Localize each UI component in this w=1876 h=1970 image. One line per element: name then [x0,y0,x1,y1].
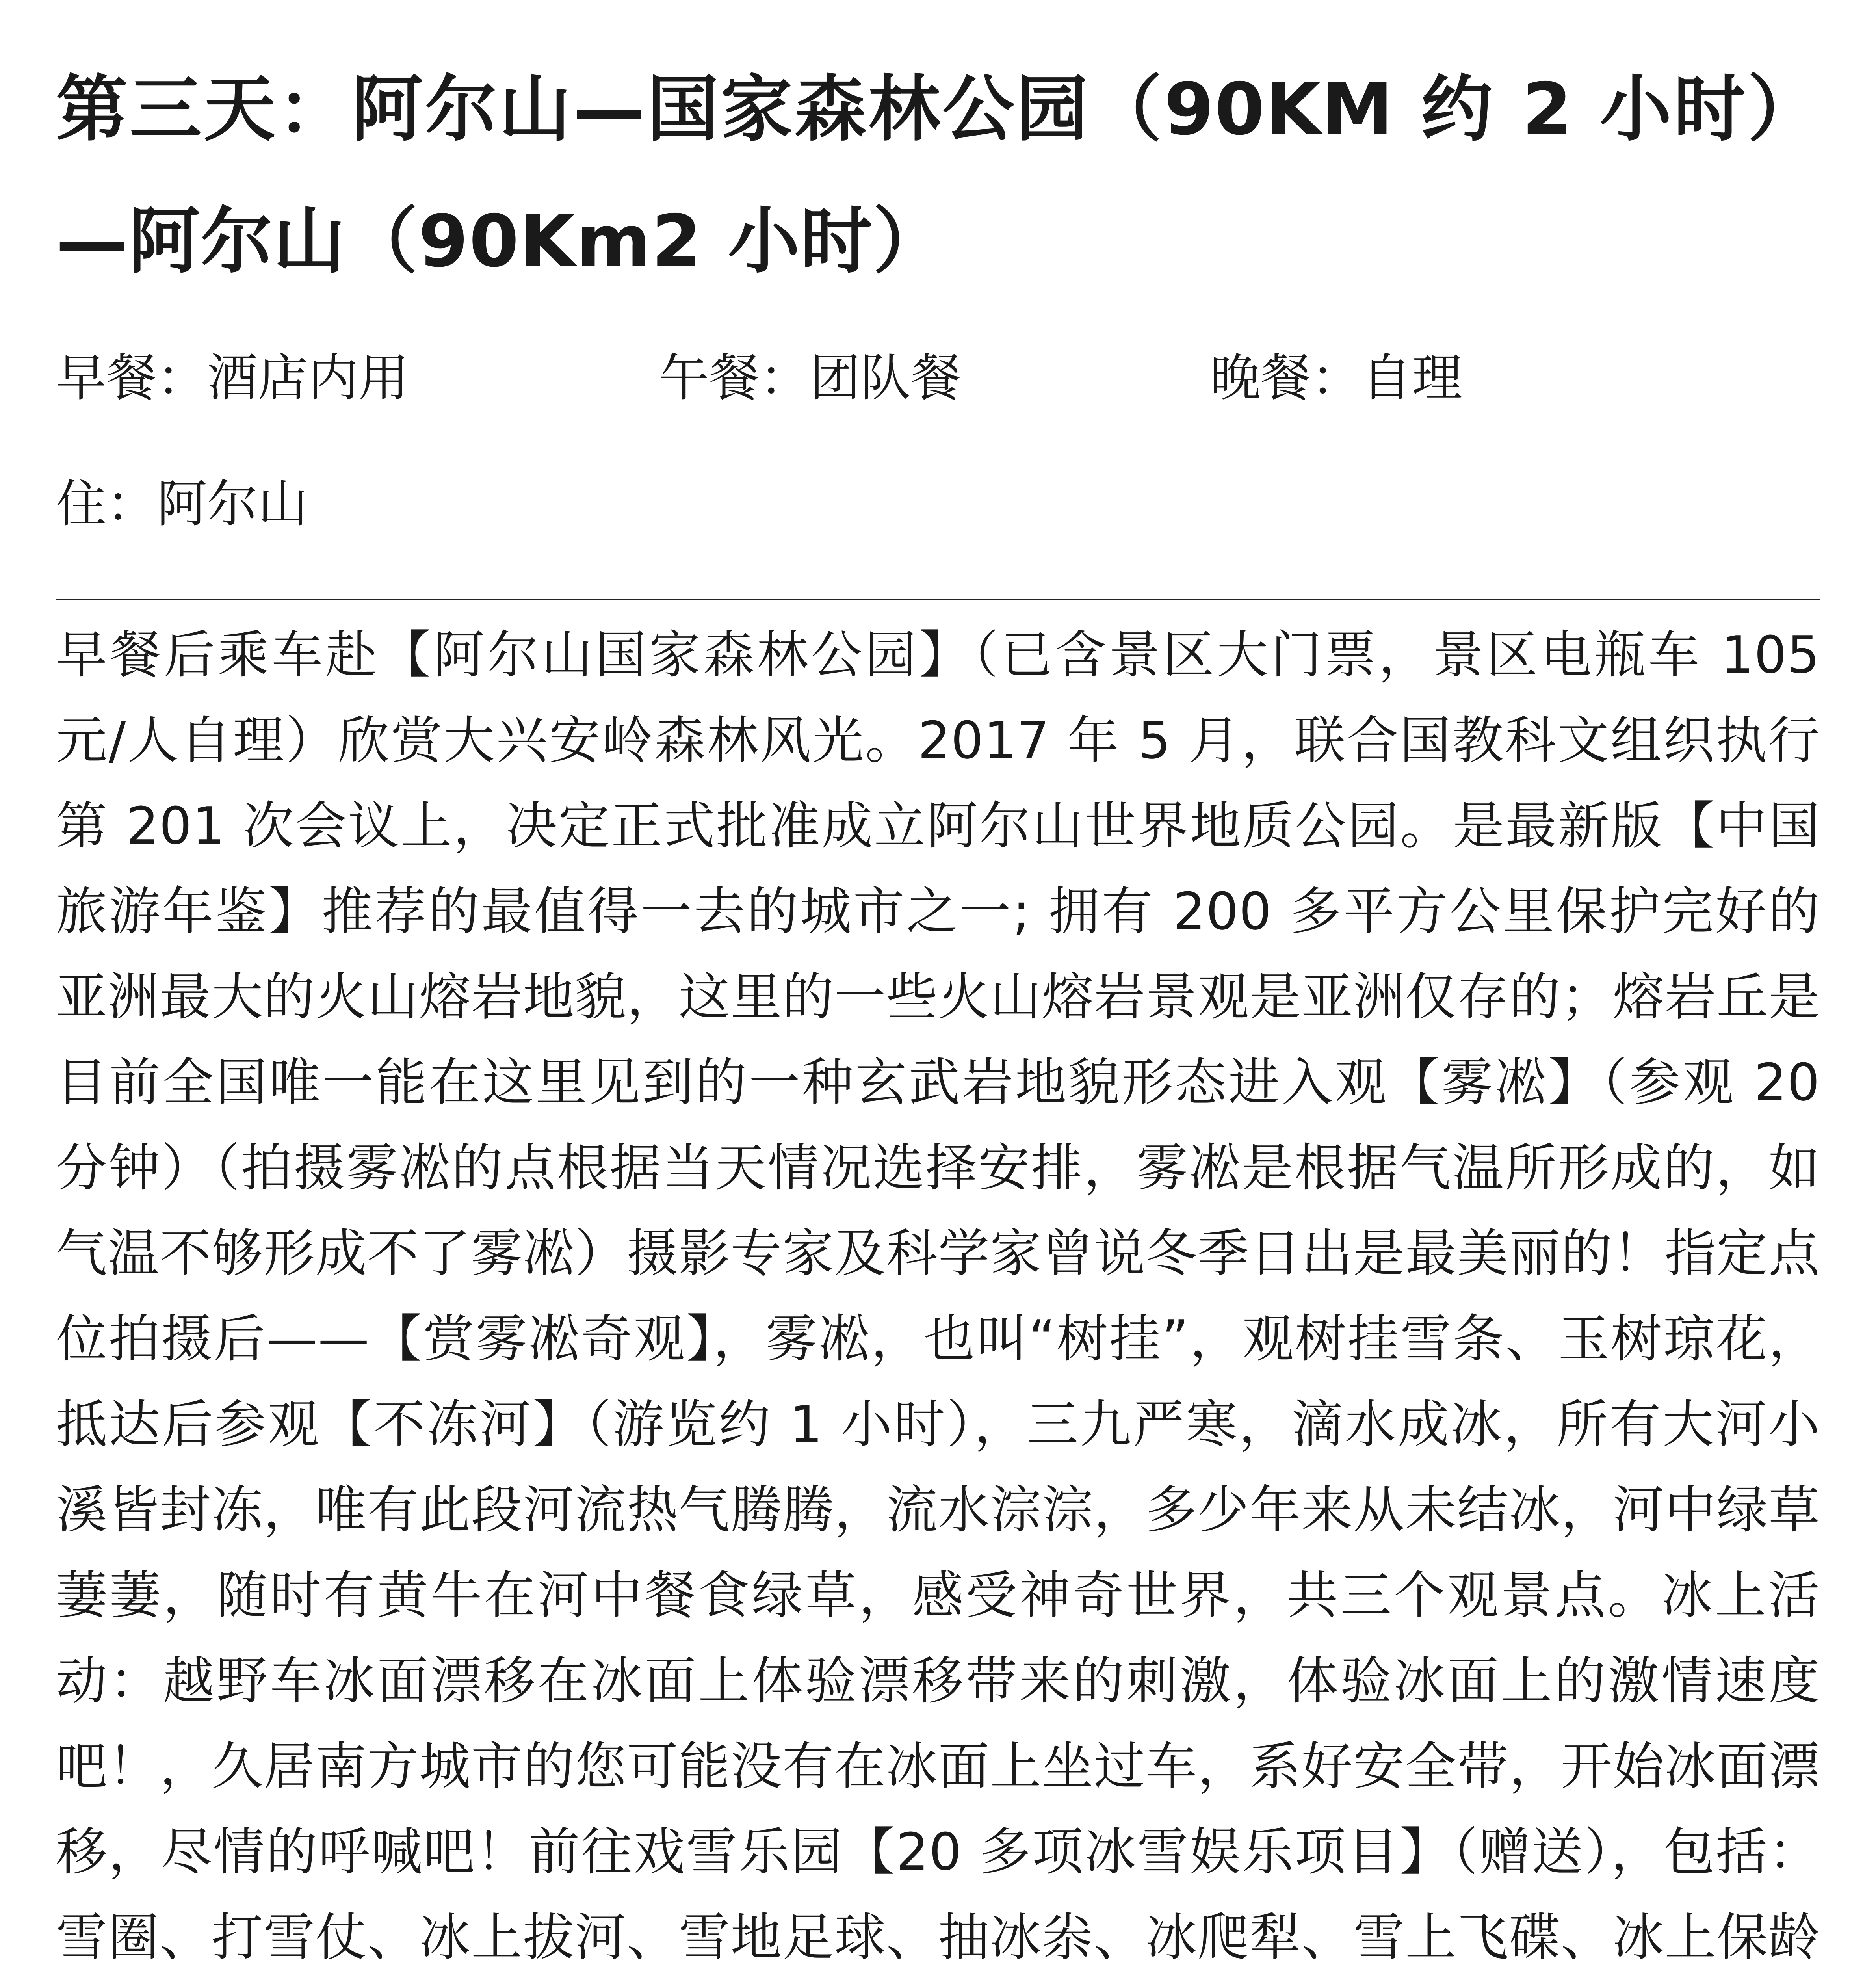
meals-row [56,331,1820,426]
day-title: 第三天：阿尔山—国家森林公园（90KM 约 2 小时）—阿尔山（90Km2 小时） [56,67,1820,283]
paragraph-day-description: 早餐后乘车赴【阿尔山国家森林公园】（已含景区大门票，景区电瓶车 105 元/人自理）欣赏大兴安岭森林风光。2017 年 5 月，联合国教科文组织执行第 201 次会议上，决定正式批准成立阿尔山世界地质公园。是最新版【中国旅游年鉴】推荐的最值得一去的城市之一; 拥有 200 多平方公里保护完好的亚洲最大的火山熔岩地貌，这里的一些火山熔岩景观是亚洲仅存的；熔岩丘是目前全国唯一能在这里见到的一种玄武岩地貌形态进入观【雾凇】（参观 20 分钟）（拍摄雾凇的点根据当天情况选择安排，雾凇是根据气温所形成的，如气温不够形成不了雾凇）摄影专家及科学家曾说冬季日出是最美丽的！指定点位拍摄后——【赏雾凇奇观】，雾凇，也叫“树挂”，观树挂雪条、玉树琼花，抵达后参观【不冻河】（游览约 1 小时），三九严寒，滴水成冰，所有大河小溪皆封冻，唯有此段河流热气腾腾，流水淙淙，多少年来从未结冰，河中绿草萋萋，随时有黄牛在河中餐食绿草，感受神奇世界，共三个观景点。冰上活动：越野车冰面漂移在冰面上体验漂移带来的刺激，体验冰面上的激情速度吧！，久居南方城市的您可能没有在冰面上坐过车，系好安全带，开始冰面漂移，尽情的呼喊吧！前往戏雪乐园【20 多项冰雪娱乐项目】（赠送），包括：雪圈、打雪仗、冰上拔河、雪地足球、抽冰尜、冰爬犁、雪上飞碟、冰上保龄 [56,625,1820,1967]
dinner-info: 晚餐：自理 [1210,349,1463,407]
lunch-info: 午餐：团队餐 [659,349,962,407]
breakfast-info: 早餐：酒店内用 [56,349,409,407]
itinerary-page [56,43,1820,1970]
divider-line [56,599,1820,600]
accommodation-info: 住：阿尔山 [56,475,308,533]
